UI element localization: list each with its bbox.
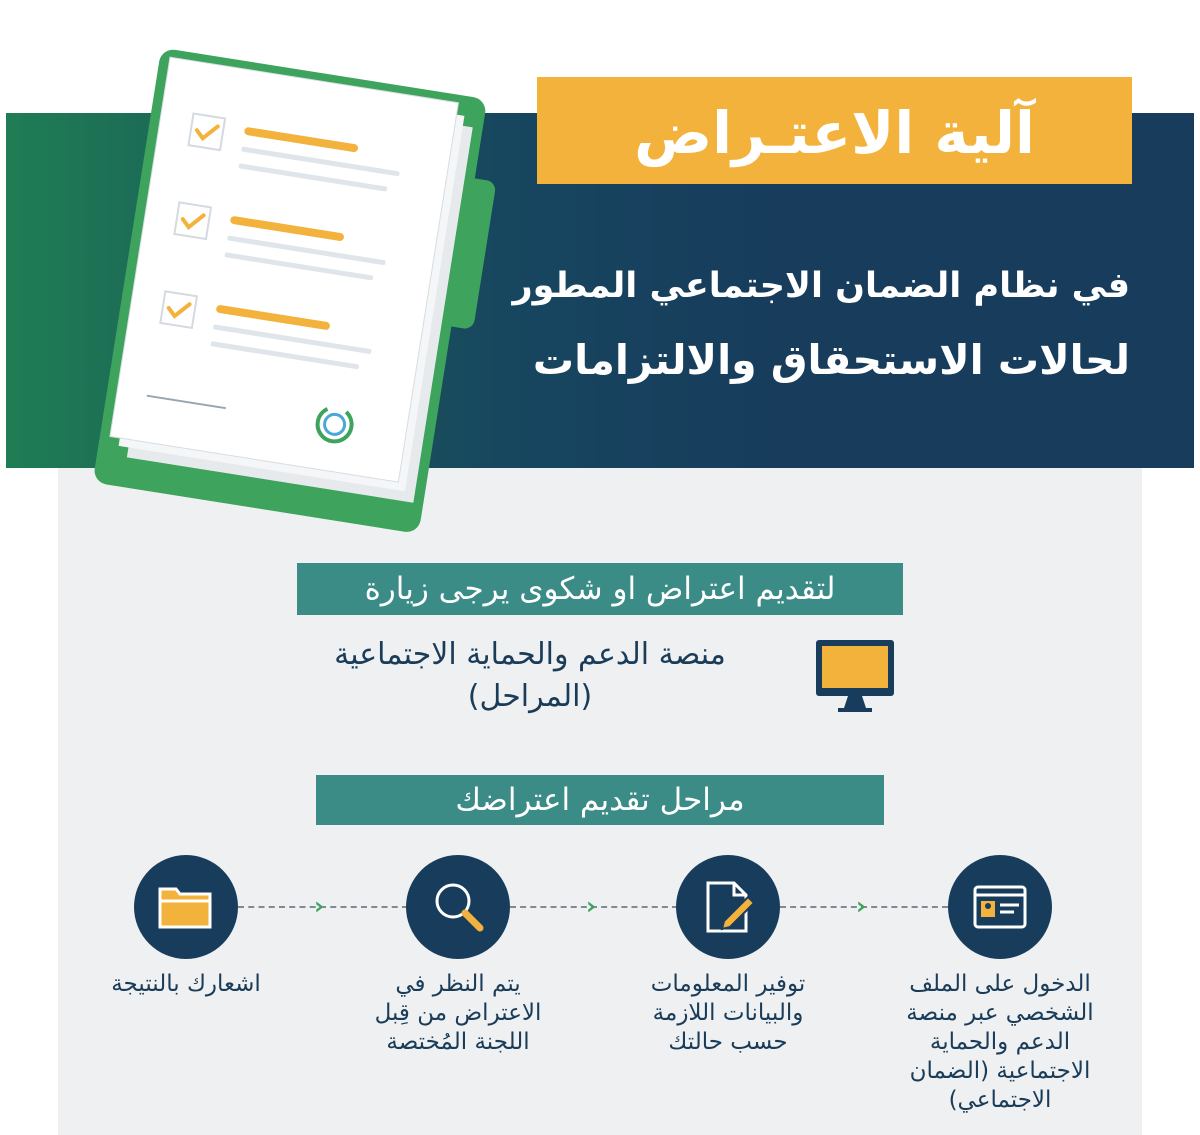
chevron-left-icon: ‹ xyxy=(586,892,596,920)
step-4-label: اشعارك بالنتيجة xyxy=(111,971,261,997)
step-4-circle xyxy=(134,855,238,959)
step-3-circle xyxy=(406,855,510,959)
platform-description xyxy=(270,634,790,718)
visit-heading-text: لتقديم اعتراض او شكوى يرجى زيارة xyxy=(364,571,836,607)
visit-heading-bar xyxy=(297,563,903,615)
step-1-label: الدخول على الملف الشخصي عبر منصة الدعم والحماية الاجتماعية (الضمان الاجتماعي) xyxy=(906,971,1094,1113)
step-3-label: يتم النظر في الاعتراض من قِبل اللجنة المُختصة xyxy=(374,971,542,1055)
search-icon xyxy=(406,855,510,959)
platform-subtext: (المراحل) xyxy=(467,679,593,714)
monitor-icon xyxy=(814,638,896,716)
stages-heading-text: مراحل تقديم اعتراضك xyxy=(455,782,745,818)
profile-card-icon xyxy=(948,855,1052,959)
document-edit-icon xyxy=(676,855,780,959)
step-1-circle xyxy=(948,855,1052,959)
title-banner xyxy=(537,77,1132,184)
step-2-circle xyxy=(676,855,780,959)
chevron-left-icon: ‹ xyxy=(314,892,324,920)
stages-heading-bar xyxy=(316,775,884,825)
folder-icon xyxy=(134,855,238,959)
subtitle-line-2: لحالات الاستحقاق والالتزامات xyxy=(532,336,1130,384)
platform-name: منصة الدعم والحماية الاجتماعية xyxy=(334,637,726,672)
checklist-document-illustration xyxy=(55,30,515,540)
page-title: آلية الاعتـراض xyxy=(634,98,1035,167)
chevron-left-icon: ‹ xyxy=(856,892,866,920)
subtitle-line-1: في نظام الضمان الاجتماعي المطور xyxy=(512,266,1130,306)
step-2-label: توفير المعلومات والبيانات اللازمة حسب حالتك xyxy=(650,971,806,1055)
